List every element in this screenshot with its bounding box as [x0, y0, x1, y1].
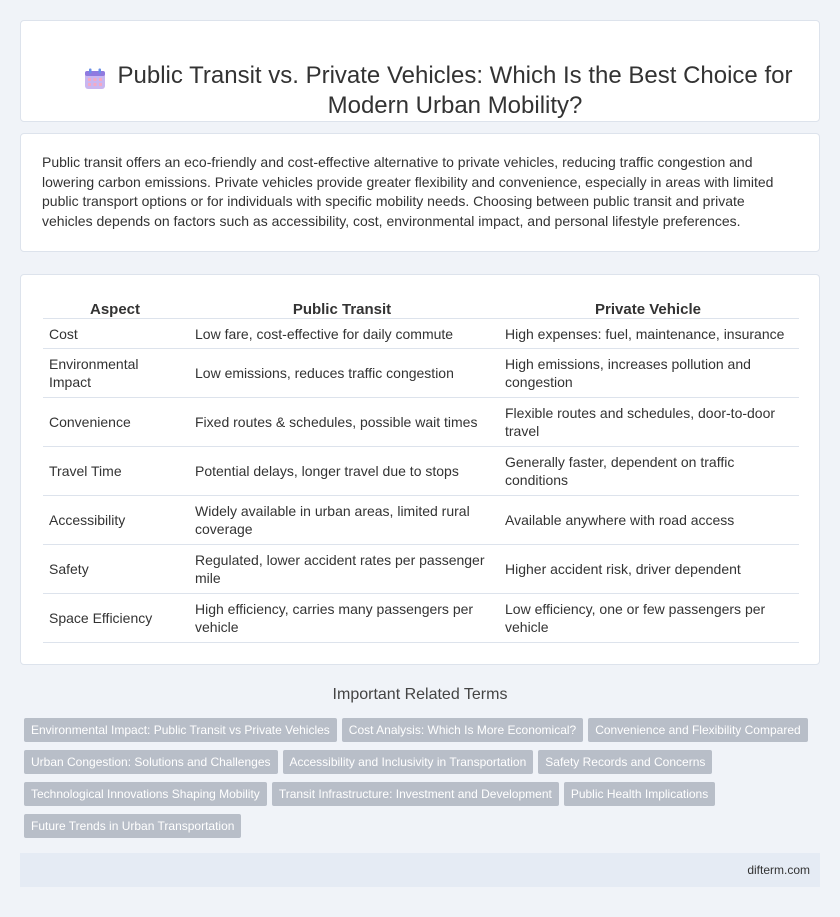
- table-cell: Higher accident risk, driver dependent: [497, 545, 799, 594]
- table-cell: Safety: [43, 545, 187, 594]
- intro-card: [20, 133, 820, 252]
- related-terms-list: [24, 718, 824, 846]
- related-term-link[interactable]: Accessibility and Inclusivity in Transportation: [283, 750, 534, 774]
- table-cell: Low efficiency, one or few passengers per vehicle: [497, 594, 799, 643]
- table-cell: Travel Time: [43, 447, 187, 496]
- table-cell: Environmental Impact: [43, 349, 187, 398]
- footer-site-link[interactable]: difterm.com: [747, 863, 810, 877]
- table-row: [43, 594, 799, 643]
- header-public-transit: Public Transit: [187, 297, 497, 319]
- table-cell: Fixed routes & schedules, possible wait times: [187, 398, 497, 447]
- related-term-link[interactable]: Environmental Impact: Public Transit vs Private Vehicles: [24, 718, 337, 742]
- intro-paragraph: Public transit offers an eco-friendly and cost-effective alternative to private vehicles, reducing traffic congestion and lowering carbon emissions. Private vehicles provide greater flexibility and convenience, especially in areas with limited public transport options or for individuals with specific mobility needs. Choosing between public transit and private vehicles depends on factors such as accessibility, cost, environmental impact, and personal lifestyle preferences.: [42, 154, 774, 229]
- header-aspect: Aspect: [43, 297, 187, 319]
- table-cell: Potential delays, longer travel due to stops: [187, 447, 497, 496]
- table-cell: Space Efficiency: [43, 594, 187, 643]
- table-cell: Accessibility: [43, 496, 187, 545]
- related-term-link[interactable]: Future Trends in Urban Transportation: [24, 814, 241, 838]
- table-cell: Low emissions, reduces traffic congestion: [187, 349, 497, 398]
- comparison-table: [43, 297, 799, 643]
- table-row: [43, 398, 799, 447]
- table-cell: Cost: [43, 319, 187, 349]
- table-cell: High efficiency, carries many passengers per vehicle: [187, 594, 497, 643]
- related-terms-heading: Important Related Terms: [332, 686, 508, 703]
- related-term-link[interactable]: Transit Infrastructure: Investment and Development: [272, 782, 559, 806]
- page-title-line1: Public Transit vs. Private Vehicles: Which Is the Best Choice for: [117, 62, 793, 89]
- related-term-link[interactable]: Technological Innovations Shaping Mobility: [24, 782, 267, 806]
- table-row: [43, 496, 799, 545]
- related-term-link[interactable]: Safety Records and Concerns: [538, 750, 712, 774]
- related-term-link[interactable]: Public Health Implications: [564, 782, 715, 806]
- table-row: [43, 349, 799, 398]
- table-row: [43, 545, 799, 594]
- table-cell: Convenience: [43, 398, 187, 447]
- table-cell: Regulated, lower accident rates per passenger mile: [187, 545, 497, 594]
- footer-bar: [20, 853, 820, 887]
- table-row: [43, 447, 799, 496]
- table-cell: High expenses: fuel, maintenance, insurance: [497, 319, 799, 349]
- related-term-link[interactable]: Convenience and Flexibility Compared: [588, 718, 807, 742]
- related-term-link[interactable]: Cost Analysis: Which Is More Economical?: [342, 718, 583, 742]
- related-term-link[interactable]: Urban Congestion: Solutions and Challenges: [24, 750, 278, 774]
- table-cell: Generally faster, dependent on traffic conditions: [497, 447, 799, 496]
- table-row: [43, 319, 799, 349]
- table-cell: Widely available in urban areas, limited rural coverage: [187, 496, 497, 545]
- title-card: [20, 20, 820, 122]
- table-header-row: [43, 297, 799, 319]
- page-title: [111, 61, 799, 121]
- page-title-line2: Modern Urban Mobility?: [327, 92, 583, 119]
- table-cell: Flexible routes and schedules, door-to-door travel: [497, 398, 799, 447]
- table-cell: Low fare, cost-effective for daily commute: [187, 319, 497, 349]
- calendar-grid-icon: [83, 67, 107, 91]
- header-private-vehicle: Private Vehicle: [497, 297, 799, 319]
- table-cell: Available anywhere with road access: [497, 496, 799, 545]
- table-cell: High emissions, increases pollution and congestion: [497, 349, 799, 398]
- comparison-table-card: [20, 274, 820, 665]
